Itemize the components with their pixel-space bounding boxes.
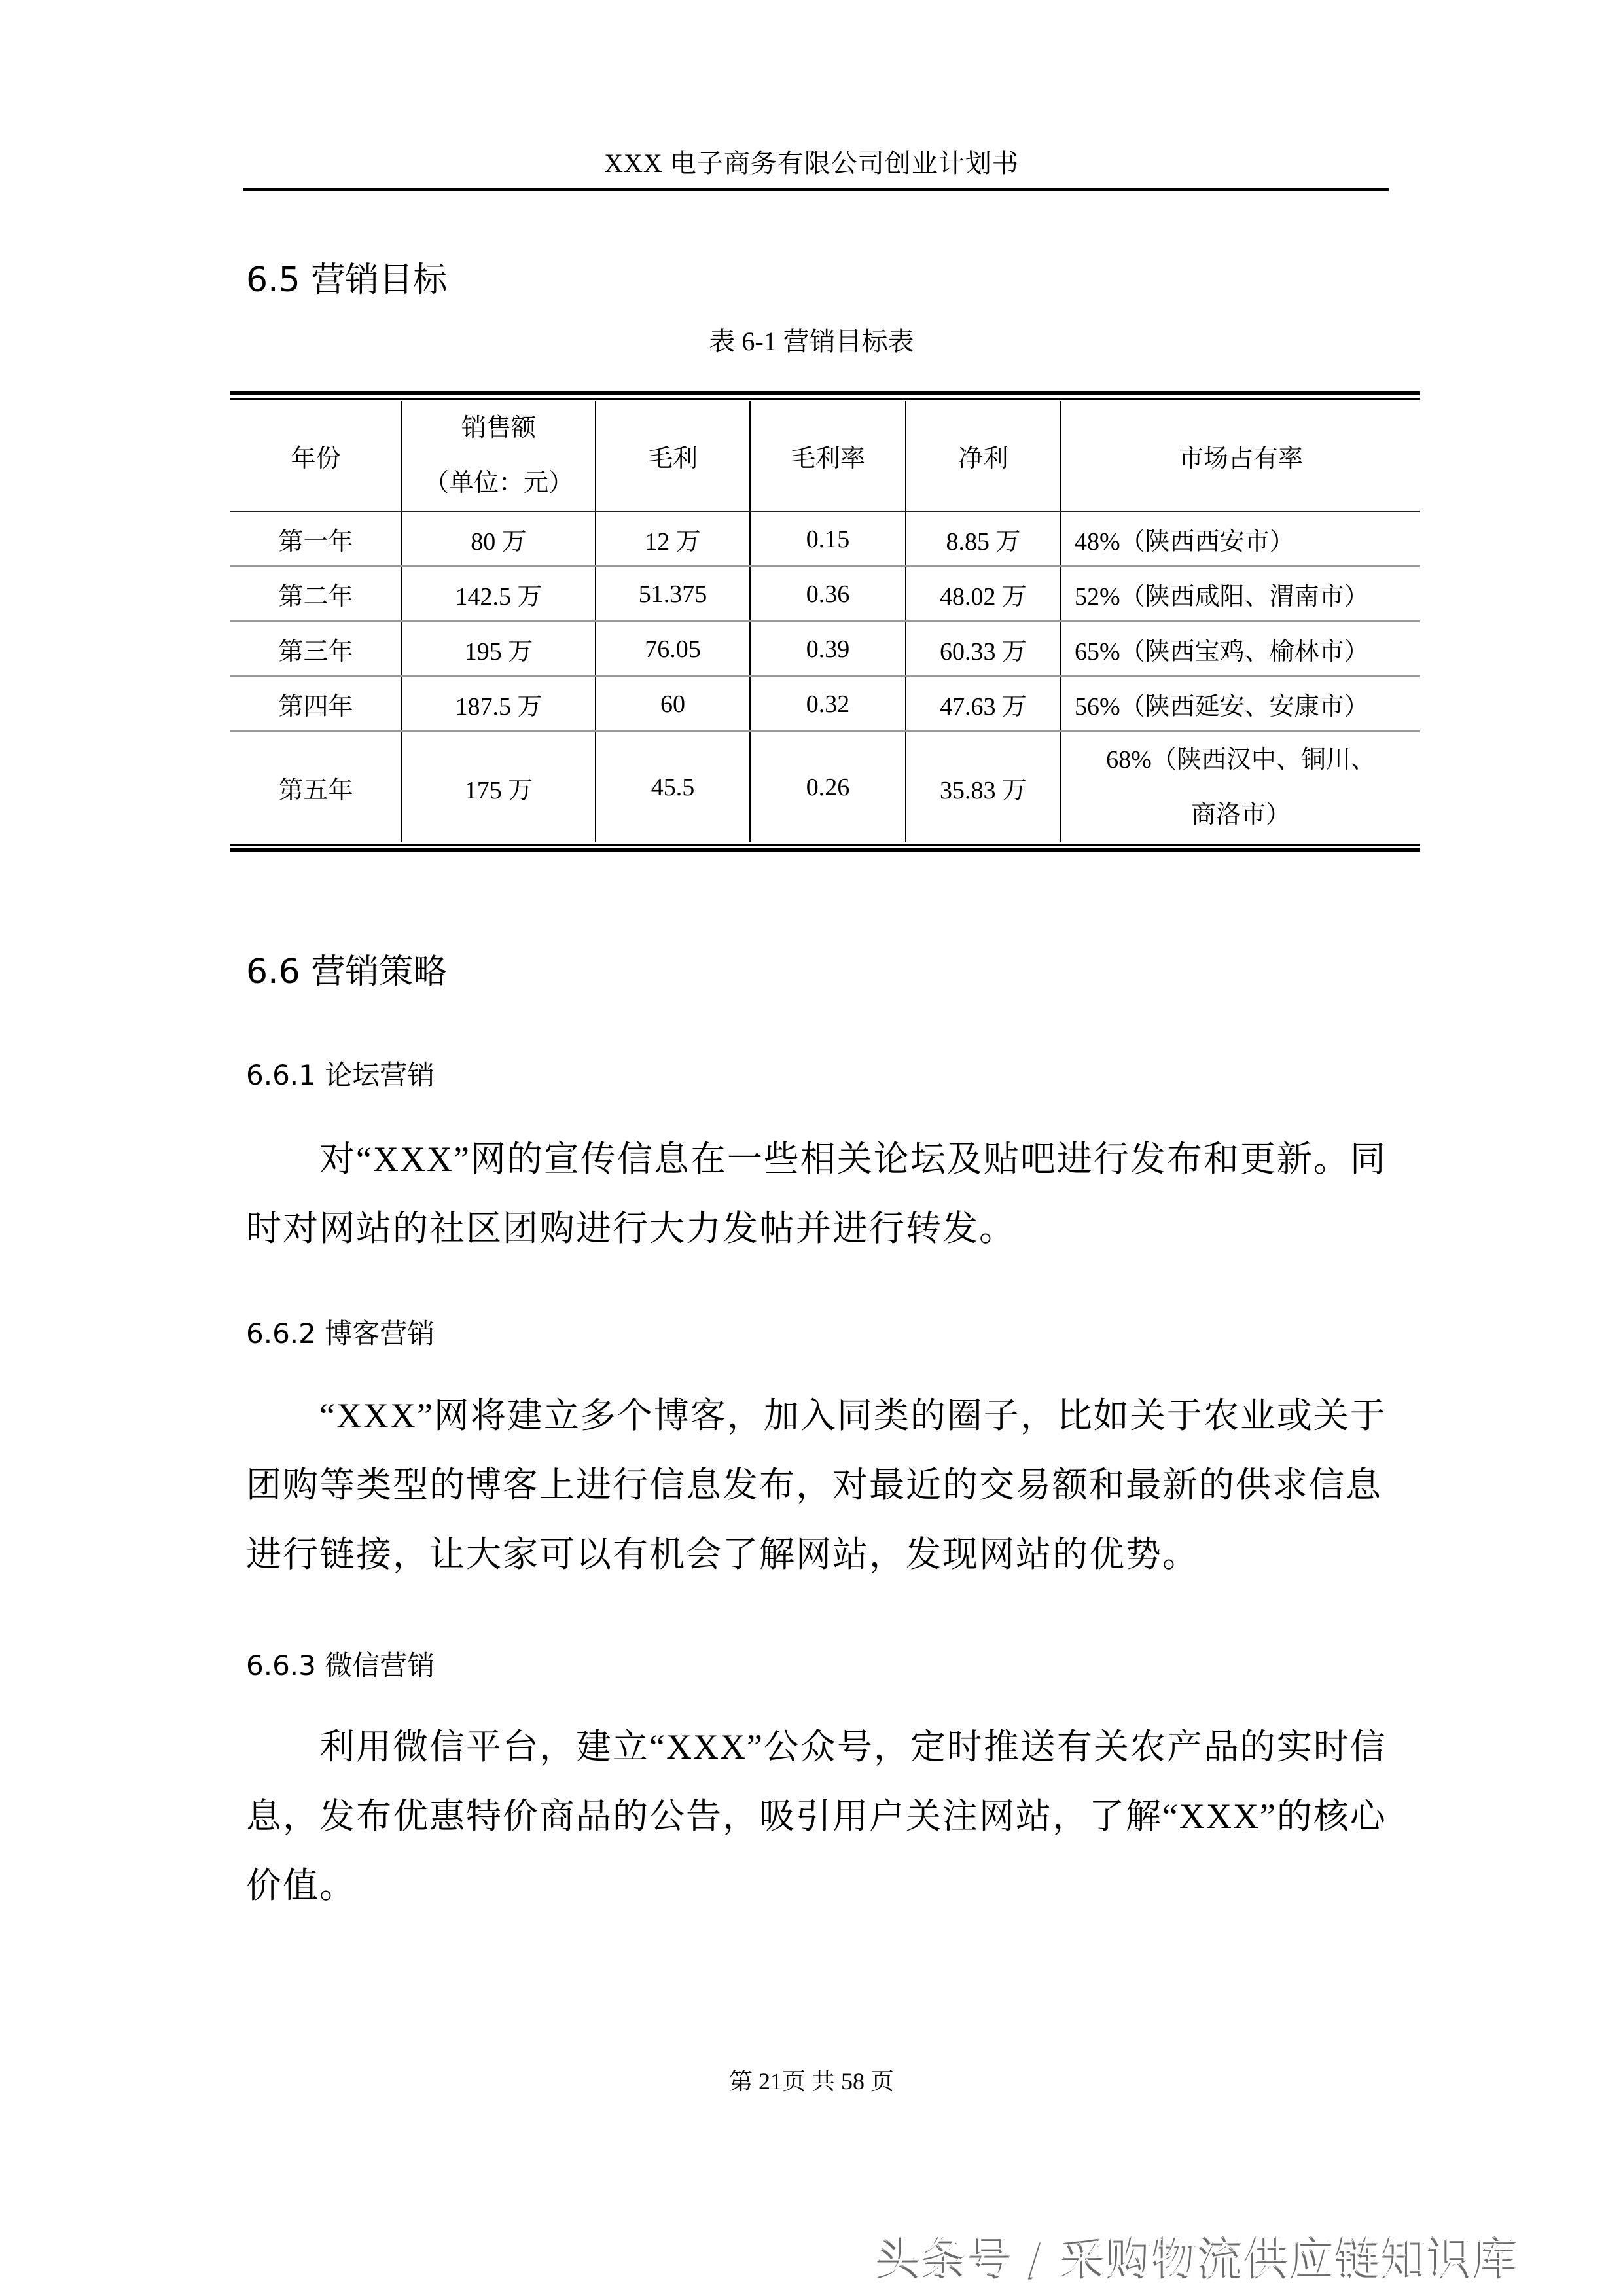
section-heading-6-6: 6.6 营销策略 — [246, 952, 448, 992]
running-header-title: XXX 电子商务有限公司创业计划书 — [604, 149, 1019, 178]
subsection-heading-6-6-3: 6.6.3 微信营销 — [246, 1649, 435, 1681]
cell-sales: 175 万 — [402, 732, 596, 843]
cell-year: 第四年 — [278, 693, 353, 721]
cell-net-profit: 48.02 万 — [906, 567, 1061, 622]
cell-net-profit: 35.83 万 — [906, 732, 1061, 843]
col-header-sales-unit: （单位：元） — [423, 469, 573, 497]
col-header-sales — [402, 401, 596, 512]
cell-gross-margin: 0.32 — [750, 677, 906, 732]
table-row — [230, 567, 1420, 622]
cell-year: 第三年 — [278, 638, 353, 666]
cell-gross-profit: 45.5 — [596, 732, 750, 843]
cell-sales: 142.5 万 — [402, 567, 596, 622]
table-row — [230, 677, 1420, 732]
cell-gross-profit: 12 万 — [596, 512, 750, 567]
cell-net-profit: 60.33 万 — [906, 622, 1061, 677]
table-row — [230, 512, 1420, 567]
cell-market-share: 65%（陕西宝鸡、榆林市） — [1061, 622, 1420, 677]
table-caption: 表 6-1 营销目标表 — [709, 327, 914, 356]
table-row — [230, 732, 1420, 843]
header-divider — [243, 188, 1389, 191]
marketing-goals-table — [230, 391, 1420, 851]
subsection-heading-6-6-2: 6.6.2 博客营销 — [246, 1318, 435, 1350]
cell-market-share — [1061, 732, 1420, 843]
paragraph-forum-marketing: 对“XXX”网的宣传信息在一些相关论坛及贴吧进行发布和更新。同时对网站的社区团购进行大力发帖并进行转发。 — [246, 1139, 1387, 1248]
paragraph-wechat-marketing: 利用微信平台，建立“XXX”公众号，定时推送有关农产品的实时信息，发布优惠特价商品的公告，吸引用户关注网站，了解“XXX”的核心价值。 — [246, 1727, 1387, 1905]
cell-gross-margin: 0.26 — [750, 732, 906, 843]
cell-market-share: 56%（陕西延安、安康市） — [1061, 677, 1420, 732]
col-header-market-share: 市场占有率 — [1061, 401, 1420, 512]
paragraph-blog-marketing: “XXX”网将建立多个博客，加入同类的圈子，比如关于农业或关于团购等类型的博客上进行信息发布，对最近的交易额和最新的供求信息进行链接，让大家可以有机会了解网站，发现网站的优势。 — [246, 1396, 1387, 1574]
cell-gross-profit: 76.05 — [596, 622, 750, 677]
col-header-sales-label: 销售额 — [461, 414, 536, 442]
cell-gross-profit: 60 — [596, 677, 750, 732]
page-number: 第 21页 共 58 页 — [728, 2068, 894, 2094]
market-share-line-1: 68%（陕西汉中、铜川、 — [1106, 746, 1376, 774]
cell-gross-margin: 0.15 — [750, 512, 906, 567]
section-heading-6-5: 6.5 营销目标 — [246, 260, 448, 300]
cell-year: 第二年 — [278, 583, 353, 611]
col-header-year: 年份 — [291, 444, 341, 473]
cell-net-profit: 8.85 万 — [906, 512, 1061, 567]
table-top-rule-thick — [230, 391, 1420, 395]
table-header-row — [230, 401, 1420, 512]
cell-sales: 195 万 — [402, 622, 596, 677]
table-bottom-rule-thin — [230, 844, 1420, 846]
col-header-gross-profit: 毛利 — [596, 401, 750, 512]
col-header-net-profit: 净利 — [906, 401, 1061, 512]
table-row — [230, 622, 1420, 677]
market-share-line-2: 商洛市） — [1190, 801, 1291, 829]
table-bottom-rule-thick — [230, 848, 1420, 852]
cell-market-share: 52%（陕西咸阳、渭南市） — [1061, 567, 1420, 622]
watermark: 头条号 / 采购物流供应链知识库 — [877, 2233, 1520, 2284]
cell-year: 第五年 — [278, 776, 353, 804]
cell-sales: 80 万 — [402, 512, 596, 567]
col-header-gross-margin: 毛利率 — [750, 401, 906, 512]
cell-net-profit: 47.63 万 — [906, 677, 1061, 732]
subsection-heading-6-6-1: 6.6.1 论坛营销 — [246, 1059, 435, 1091]
cell-gross-margin: 0.39 — [750, 622, 906, 677]
cell-gross-profit: 51.375 — [596, 567, 750, 622]
table-top-rule-thin — [230, 398, 1420, 400]
cell-market-share: 48%（陕西西安市） — [1061, 512, 1420, 567]
cell-year: 第一年 — [278, 528, 353, 556]
cell-gross-margin: 0.36 — [750, 567, 906, 622]
cell-sales: 187.5 万 — [402, 677, 596, 732]
